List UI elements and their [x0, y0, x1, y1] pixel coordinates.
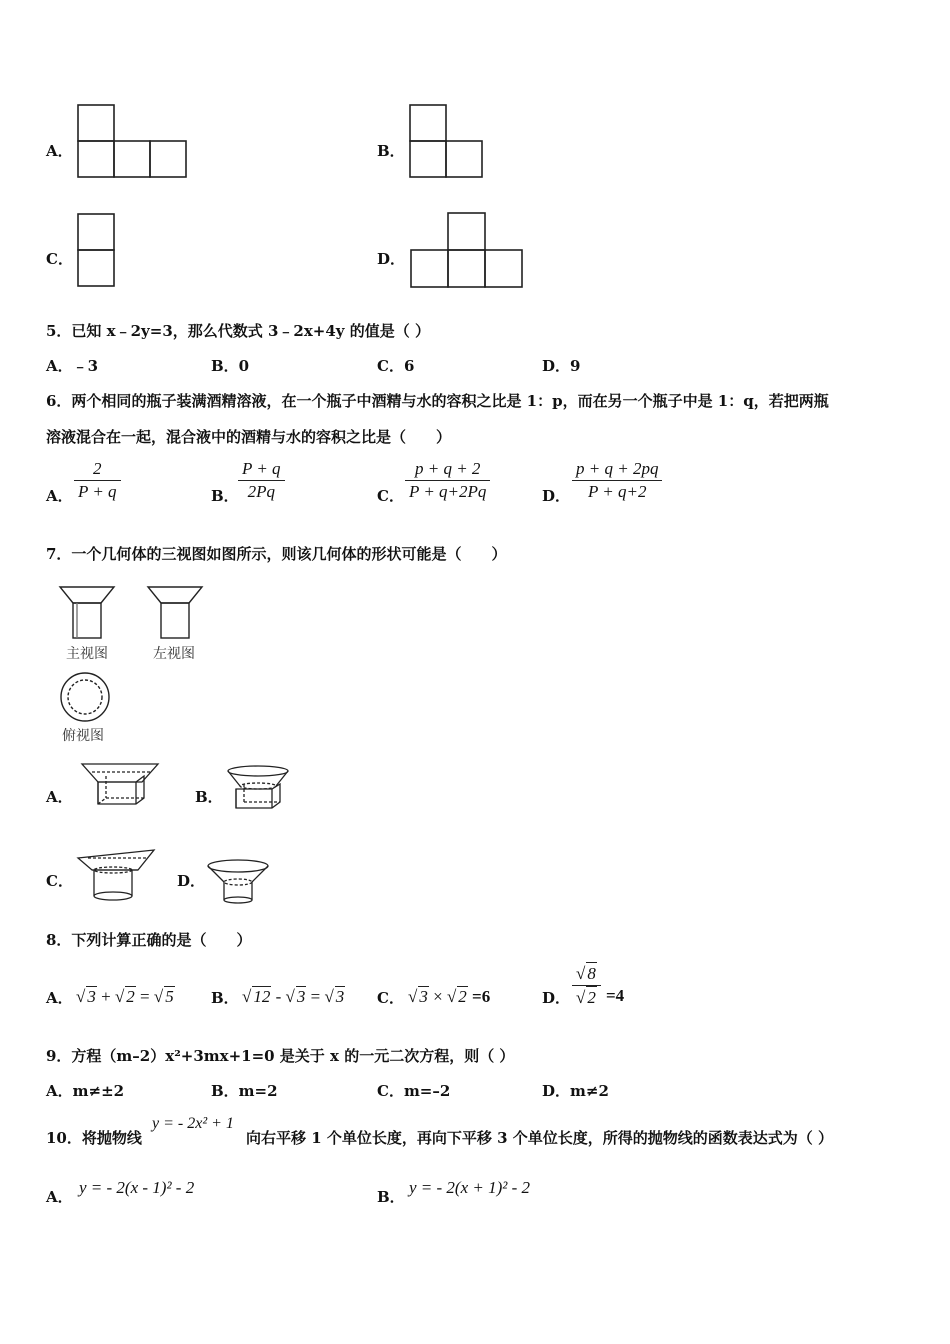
- q7-front-view-figure: [58, 585, 118, 641]
- q6-b-denominator: 2Pq: [247, 482, 275, 501]
- q7-top-view-caption: 俯视图: [62, 728, 104, 744]
- q4-option-a-label[interactable]: A．: [46, 142, 73, 160]
- q4-option-a-figure: [77, 104, 189, 180]
- q7-left-view-caption: 左视图: [153, 646, 195, 662]
- q7-option-c-label[interactable]: C．: [46, 872, 73, 890]
- q8-d-denominator: 2: [587, 988, 596, 1007]
- q8-c-result: =6: [472, 987, 491, 1006]
- q10-stem-suffix: 向右平移 1 个单位长度，再向下平移 3 个单位长度，所得的抛物线的函数表达式为（ ）: [246, 1129, 833, 1147]
- q7-option-c-figure: [76, 848, 156, 904]
- q6-option-a-label[interactable]: A．: [46, 487, 73, 505]
- q8-option-b-expression: √ 12 - √ 3 = √ 3: [242, 987, 345, 1006]
- q10-option-a-label[interactable]: A．: [46, 1188, 73, 1206]
- q5-option-a[interactable]: A．﹣3: [46, 357, 99, 375]
- q8-option-d-label[interactable]: D．: [542, 989, 571, 1007]
- q8-b-radicand-1: 12: [253, 987, 271, 1006]
- q6-stem-line2: 溶液混合在一起，混合液中的酒精与水的容积之比是（ ）: [46, 428, 452, 446]
- q6-option-b-fraction: [238, 458, 285, 503]
- q8-option-d-fraction: $\frac{√ 8}{√ 2}$: [572, 962, 601, 1009]
- q8-d-numerator: 8: [587, 964, 596, 983]
- q10-stem-prefix: 10．将抛物线: [46, 1129, 142, 1147]
- q8-b-equals: =: [310, 987, 321, 1006]
- q5-option-c[interactable]: C．6: [377, 357, 415, 375]
- q8-a-radicand-3: 5: [165, 987, 174, 1006]
- q7-option-d-figure: [206, 858, 272, 906]
- q10-option-b-formula: y = - 2(x + 1)² - 2: [409, 1178, 531, 1197]
- q7-option-a-figure: [80, 760, 162, 808]
- q7-stem: 7．一个几何体的三视图如图所示，则该几何体的形状可能是（ ）: [46, 545, 507, 563]
- q6-c-denominator: P + q+2Pq: [409, 482, 487, 501]
- q4-option-d-label[interactable]: D．: [377, 250, 406, 268]
- q8-d-result: =4: [606, 986, 625, 1005]
- q7-top-view-figure: [58, 672, 114, 724]
- q8-c-radicand-1: 3: [419, 987, 428, 1006]
- q10-option-a-formula: y = - 2(x - 1)² - 2: [79, 1178, 195, 1197]
- q6-option-d-fraction: [572, 458, 662, 503]
- q7-option-d-label[interactable]: D．: [177, 872, 206, 890]
- q7-front-view-caption: 主视图: [66, 646, 108, 662]
- q6-option-c-label[interactable]: C．: [377, 487, 404, 505]
- q7-option-b-figure: [226, 764, 292, 812]
- q8-a-operator: +: [101, 987, 111, 1006]
- q6-option-c-fraction: [405, 458, 490, 503]
- q8-a-radicand-2: 2: [126, 987, 135, 1006]
- q9-option-d[interactable]: D．m≠2: [542, 1082, 609, 1100]
- q6-option-b-label[interactable]: B．: [211, 487, 239, 505]
- q8-a-radicand-1: 3: [87, 987, 96, 1006]
- q7-option-b-label[interactable]: B．: [195, 788, 223, 806]
- q4-option-d-figure: [410, 212, 526, 290]
- q4-option-c-figure: [77, 213, 117, 289]
- q8-option-a-label[interactable]: A．: [46, 989, 73, 1007]
- q9-stem: 9．方程（m–2）x²+3mx+1=0 是关于 x 的一元二次方程，则（ ）: [46, 1047, 515, 1065]
- q8-stem: 8．下列计算正确的是（ ）: [46, 931, 252, 949]
- q8-b-operator: -: [275, 987, 282, 1006]
- q6-a-numerator: 2: [74, 458, 121, 481]
- q8-b-radicand-3: 3: [335, 987, 345, 1006]
- q6-a-denominator: P + q: [78, 482, 117, 501]
- q8-c-operator: ×: [433, 987, 443, 1006]
- q5-option-d[interactable]: D．9: [542, 357, 581, 375]
- q6-stem-line1: 6．两个相同的瓶子装满酒精溶液，在一个瓶子中酒精与水的容积之比是 1：p，而在另一个瓶子中是 1：q，若把两瓶: [46, 392, 829, 410]
- q4-option-b-figure: [409, 104, 485, 180]
- q9-option-a[interactable]: A．m≠±2: [46, 1082, 125, 1100]
- q6-c-numerator: p + q + 2: [405, 458, 490, 481]
- q7-option-a-label[interactable]: A．: [46, 788, 73, 806]
- q6-option-d-label[interactable]: D．: [542, 487, 571, 505]
- q8-option-c-expression: √ 3 × √ 2 =6: [408, 987, 491, 1006]
- q5-stem: 5．已知 x﹣2y=3，那么代数式 3﹣2x+4y 的值是（ ）: [46, 322, 430, 340]
- q6-d-denominator: P + q+2: [587, 482, 647, 501]
- q5-option-b[interactable]: B．0: [211, 357, 250, 375]
- q4-option-c-label[interactable]: C．: [46, 250, 73, 268]
- q6-b-numerator: P + q: [238, 458, 285, 481]
- q8-c-radicand-2: 2: [458, 987, 467, 1006]
- q6-option-a-fraction: [74, 458, 121, 503]
- q10-option-b-label[interactable]: B．: [377, 1188, 405, 1206]
- q8-b-radicand-2: 3: [296, 987, 306, 1006]
- q9-option-b[interactable]: B．m=2: [211, 1082, 278, 1100]
- q4-option-b-label[interactable]: B．: [377, 142, 405, 160]
- q7-left-view-figure: [146, 585, 206, 641]
- q10-stem-formula: y = - 2x² + 1: [152, 1115, 234, 1132]
- q8-a-equals: =: [140, 987, 150, 1006]
- q8-option-c-label[interactable]: C．: [377, 989, 404, 1007]
- q8-option-a-expression: √ 3 + √ 2 = √ 5: [76, 987, 174, 1006]
- q6-d-numerator: p + q + 2pq: [572, 458, 662, 481]
- q8-option-b-label[interactable]: B．: [211, 989, 239, 1007]
- q9-option-c[interactable]: C．m=–2: [377, 1082, 451, 1100]
